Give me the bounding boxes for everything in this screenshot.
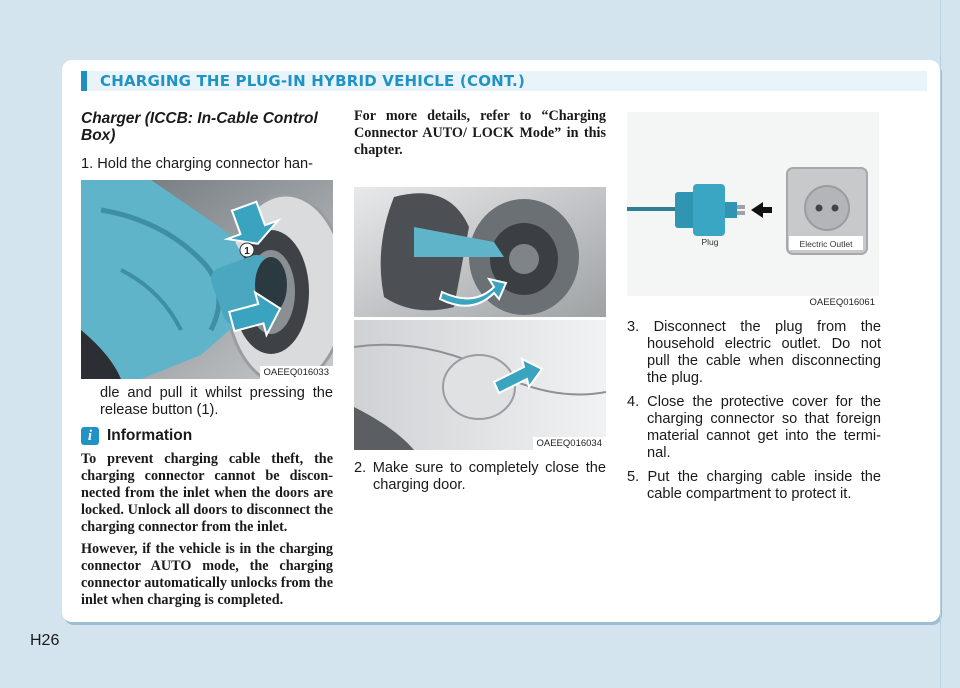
charging-door-photo bbox=[354, 187, 606, 450]
column-2 bbox=[354, 108, 606, 494]
step-4: 4. Close the protective cover for the charging connector so that foreign material cannot get into the termi-nal. bbox=[627, 394, 881, 461]
column-1 bbox=[81, 110, 333, 609]
charging-door-illustration bbox=[354, 187, 606, 450]
step-5: 5. Put the charging cable inside the cable compartment to protect it. bbox=[627, 469, 881, 502]
plug-outlet-illustration bbox=[627, 112, 879, 296]
image-code-3: OAEEQ016061 bbox=[806, 296, 880, 309]
information-heading bbox=[81, 427, 333, 445]
steps-list bbox=[627, 319, 881, 503]
image-code-2: OAEEQ016034 bbox=[533, 437, 607, 450]
details-reference: For more details, refer to “Charging Connector AUTO/ LOCK Mode” in this chapter. bbox=[354, 108, 606, 158]
page-number: H26 bbox=[30, 632, 60, 649]
callout-number-1: 1 bbox=[244, 246, 250, 257]
image-code-1: OAEEQ016033 bbox=[260, 366, 334, 379]
information-title: Information bbox=[107, 427, 193, 444]
charger-title: Charger (ICCB: In-Cable Control Box) bbox=[81, 110, 318, 144]
outlet-label: Electric Outlet bbox=[799, 239, 853, 249]
plug-label: Plug bbox=[701, 237, 719, 247]
connector-photo bbox=[81, 180, 333, 379]
step-3: 3. Disconnect the plug from the household electric outlet. Do not pull the cable when disconnecting the plug. bbox=[627, 319, 881, 386]
info-paragraph-2: However, if the vehicle is in the charging connector AUTO mode, the charging connector automatically unlocks from the inlet when charging is completed. bbox=[81, 541, 333, 608]
right-margin-rule bbox=[940, 0, 941, 688]
plug-outlet-figure bbox=[627, 112, 879, 311]
step-2: 2. Make sure to completely close the charging door. bbox=[354, 460, 606, 493]
connector-illustration bbox=[81, 180, 333, 379]
column-3 bbox=[627, 108, 881, 510]
info-paragraph-1: To prevent charging cable theft, the charging connector cannot be discon-nected from the inlet when the doors are locked. Unlock all doors to disconnect the charging connector from the inlet. bbox=[81, 451, 333, 535]
section-header-title: CHARGING THE PLUG-IN HYBRID VEHICLE (CONT.) bbox=[100, 72, 526, 90]
info-icon: i bbox=[81, 427, 99, 445]
step-1-continued: dle and pull it whilst pressing the release button (1). bbox=[100, 385, 333, 418]
step-1-start: 1. Hold the charging connector han- bbox=[81, 156, 314, 172]
